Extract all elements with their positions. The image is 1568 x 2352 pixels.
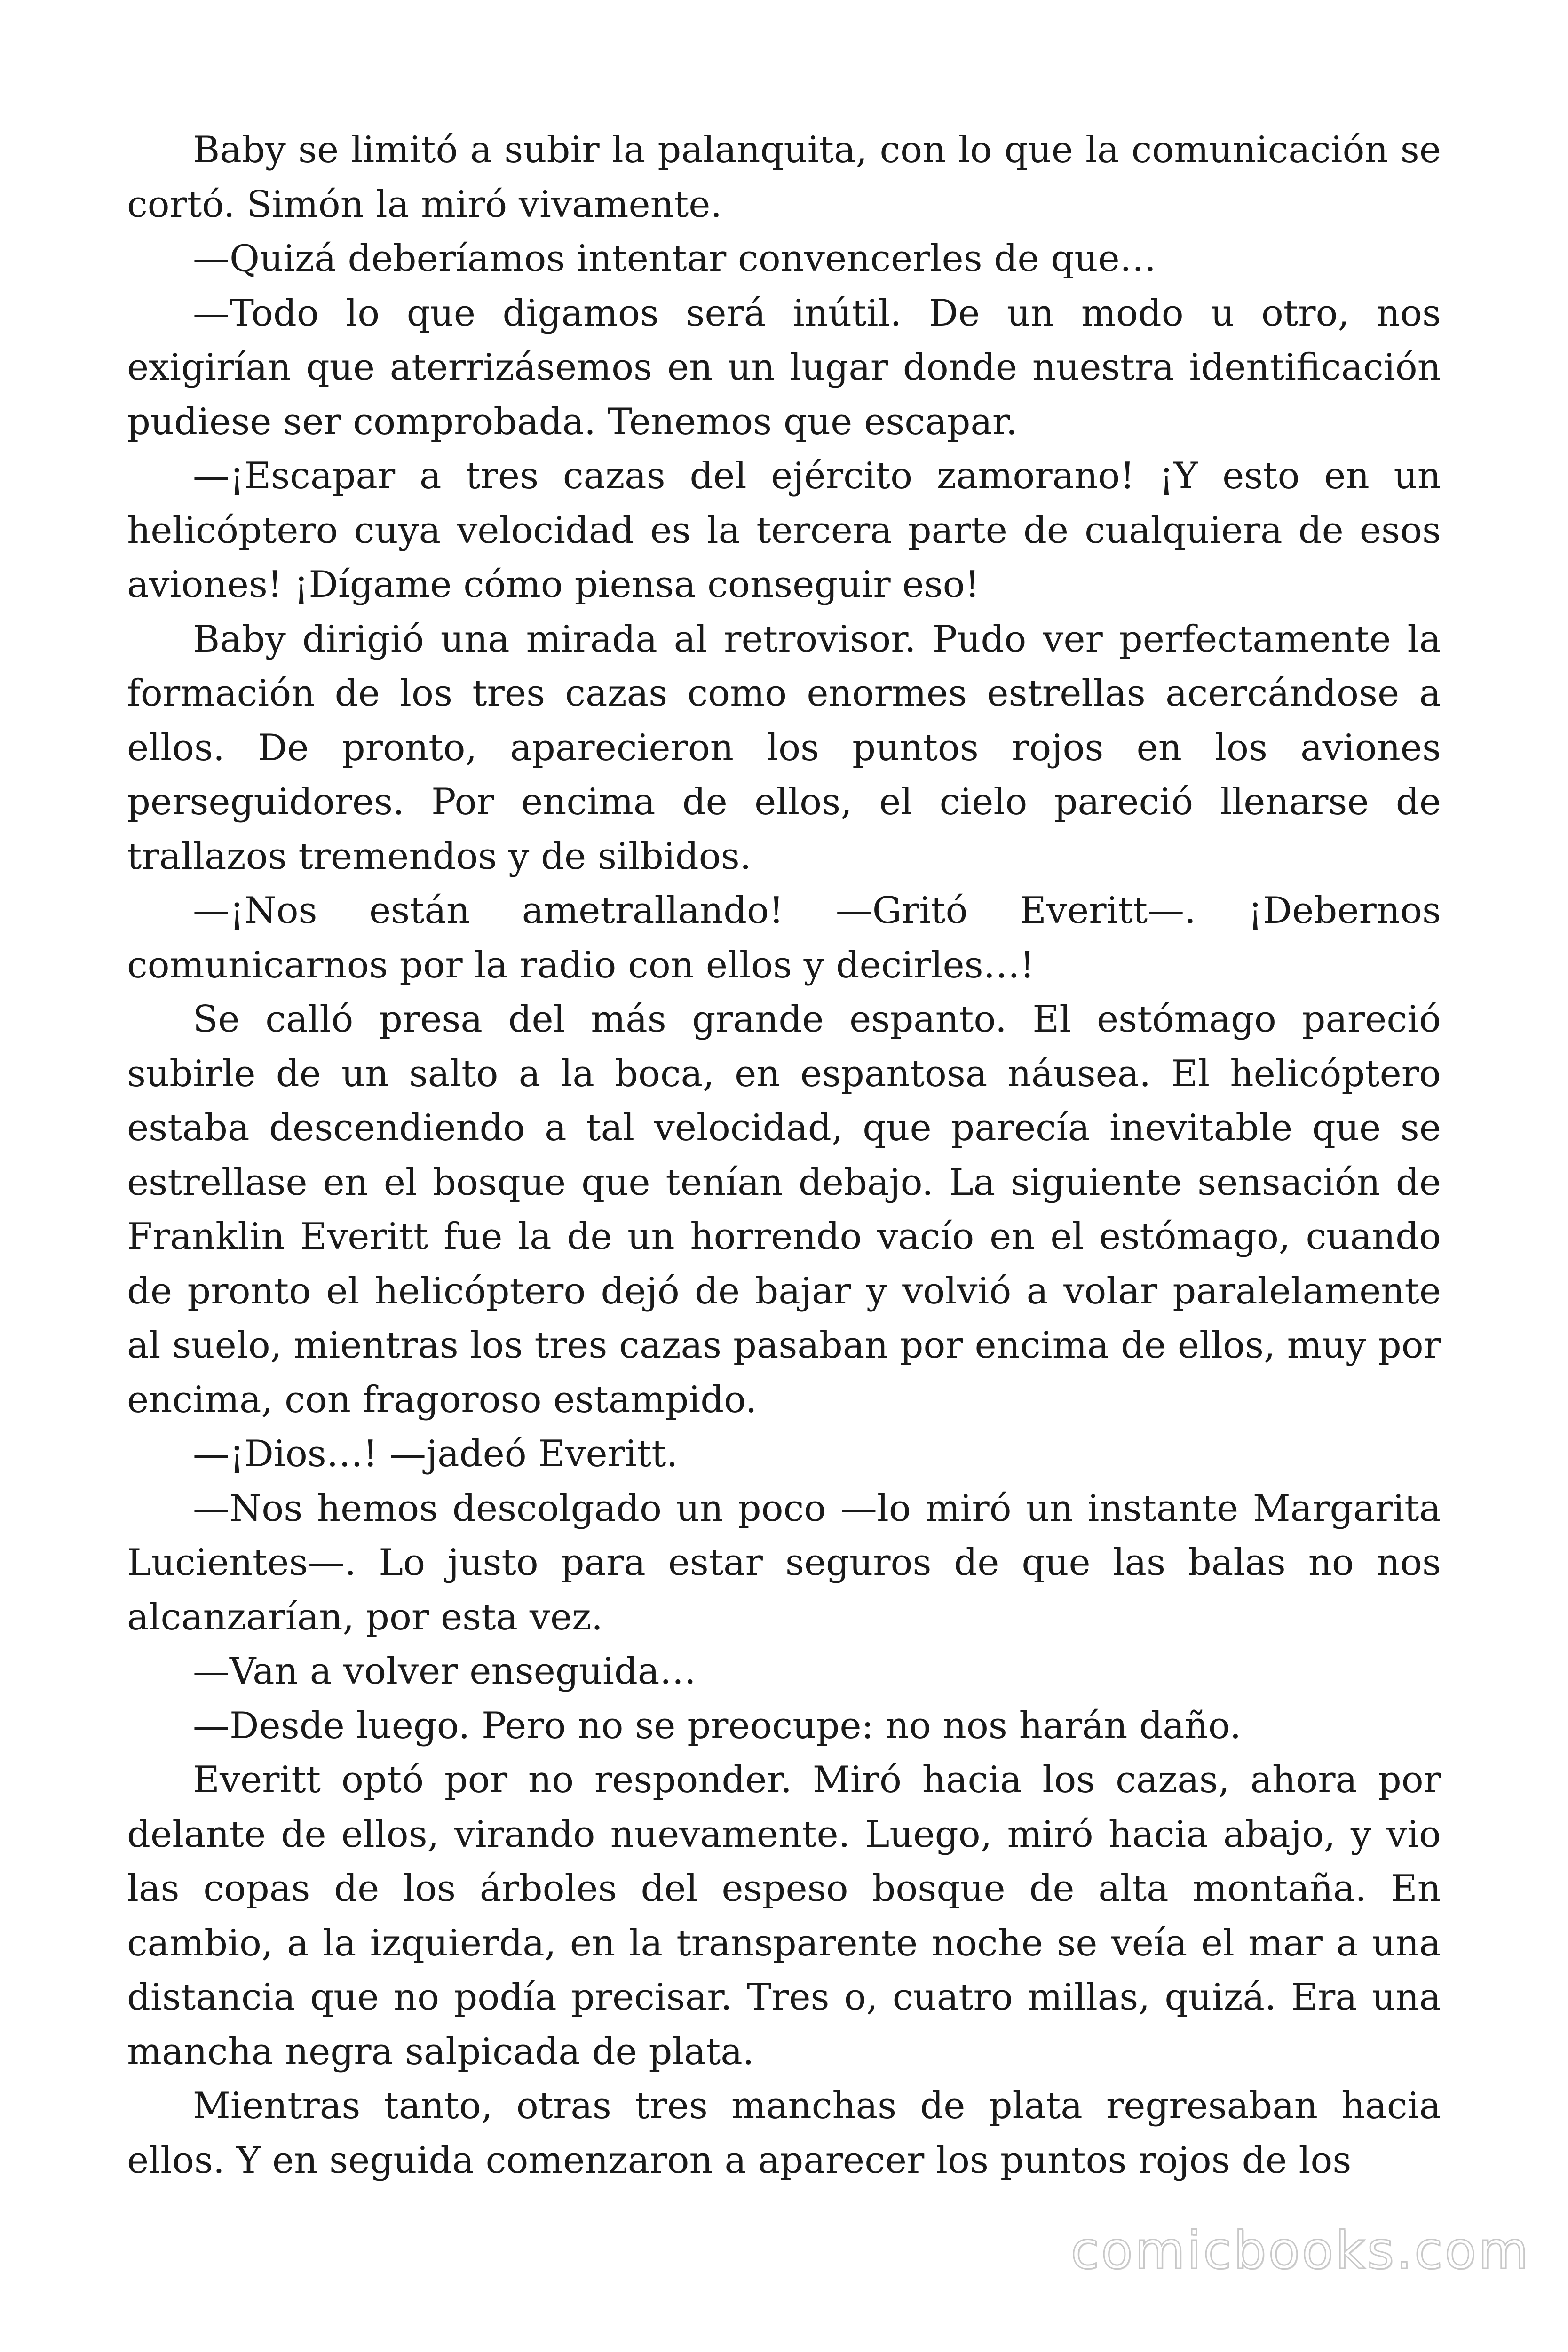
paragraph: Baby se limitó a subir la palanquita, con lo que la comunicación se cortó. Simón la miró vivamente.	[127, 129, 1441, 226]
paragraph: —¡Nos están ametrallando! —Gritó Everitt—. ¡Debernos comunicarnos por la radio con ellos y decirles…!	[127, 890, 1441, 986]
paragraph: —Desde luego. Pero no se preocupe: no nos harán daño.	[193, 1704, 1242, 1747]
paragraph: Everitt optó por no responder. Miró hacia los cazas, ahora por delante de ellos, virando nuevamente. Luego, miró hacia abajo, y vio las copas de los árboles del espeso bosque de alta montaña. En cambio, a la izquierda, en la transparente noche se veía el mar a una distancia que no podía precisar. Tres o, cuatro millas, quizá. Era una mancha negra salpicada de plata.	[127, 1759, 1441, 2073]
paragraph: —Van a volver enseguida…	[193, 1650, 697, 1692]
page-text	[127, 123, 1441, 2188]
paragraph: Baby dirigió una mirada al retrovisor. Pudo ver perfectamente la formación de los tres cazas como enormes estrellas acercándose a ellos. De pronto, aparecieron los puntos rojos en los aviones perseguidores. Por encima de ellos, el cielo pareció llenarse de trallazos tremendos y de silbidos.	[127, 618, 1441, 878]
paragraph: —Quizá deberíamos intentar convencerles de que…	[193, 238, 1156, 280]
paragraph: Mientras tanto, otras tres manchas de plata regresaban hacia ellos. Y en seguida comenzaron a aparecer los puntos rojos de los	[127, 2085, 1441, 2182]
paragraph: —Nos hemos descolgado un poco —lo miró un instante Margarita Lucientes—. Lo justo para estar seguros de que las balas no nos alcanzarían, por esta vez.	[127, 1487, 1441, 1638]
paragraph: —¡Dios…! —jadeó Everitt.	[193, 1433, 678, 1475]
paragraph: —Todo lo que digamos será inútil. De un modo u otro, nos exigirían que aterrizásemos en un lugar donde nuestra identificación pudiese ser comprobada. Tenemos que escapar.	[127, 292, 1441, 443]
paragraph: Se calló presa del más grande espanto. El estómago pareció subirle de un salto a la boca, en espantosa náusea. El helicóptero estaba descendiendo a tal velocidad, que parecía inevitable que se estrellase en el bosque que tenían debajo. La siguiente sensación de Franklin Everitt fue la de un horrendo vacío en el estómago, cuando de pronto el helicóptero dejó de bajar y volvió a volar paralelamente al suelo, mientras los tres cazas pasaban por encima de ellos, muy por encima, con fragoroso estampido.	[127, 998, 1441, 1421]
paragraph: —¡Escapar a tres cazas del ejército zamorano! ¡Y esto en un helicóptero cuya velocidad es la tercera parte de cualquiera de esos aviones! ¡Dígame cómo piensa conseguir eso!	[127, 455, 1441, 606]
watermark: comicbooks.com	[1070, 2220, 1530, 2280]
